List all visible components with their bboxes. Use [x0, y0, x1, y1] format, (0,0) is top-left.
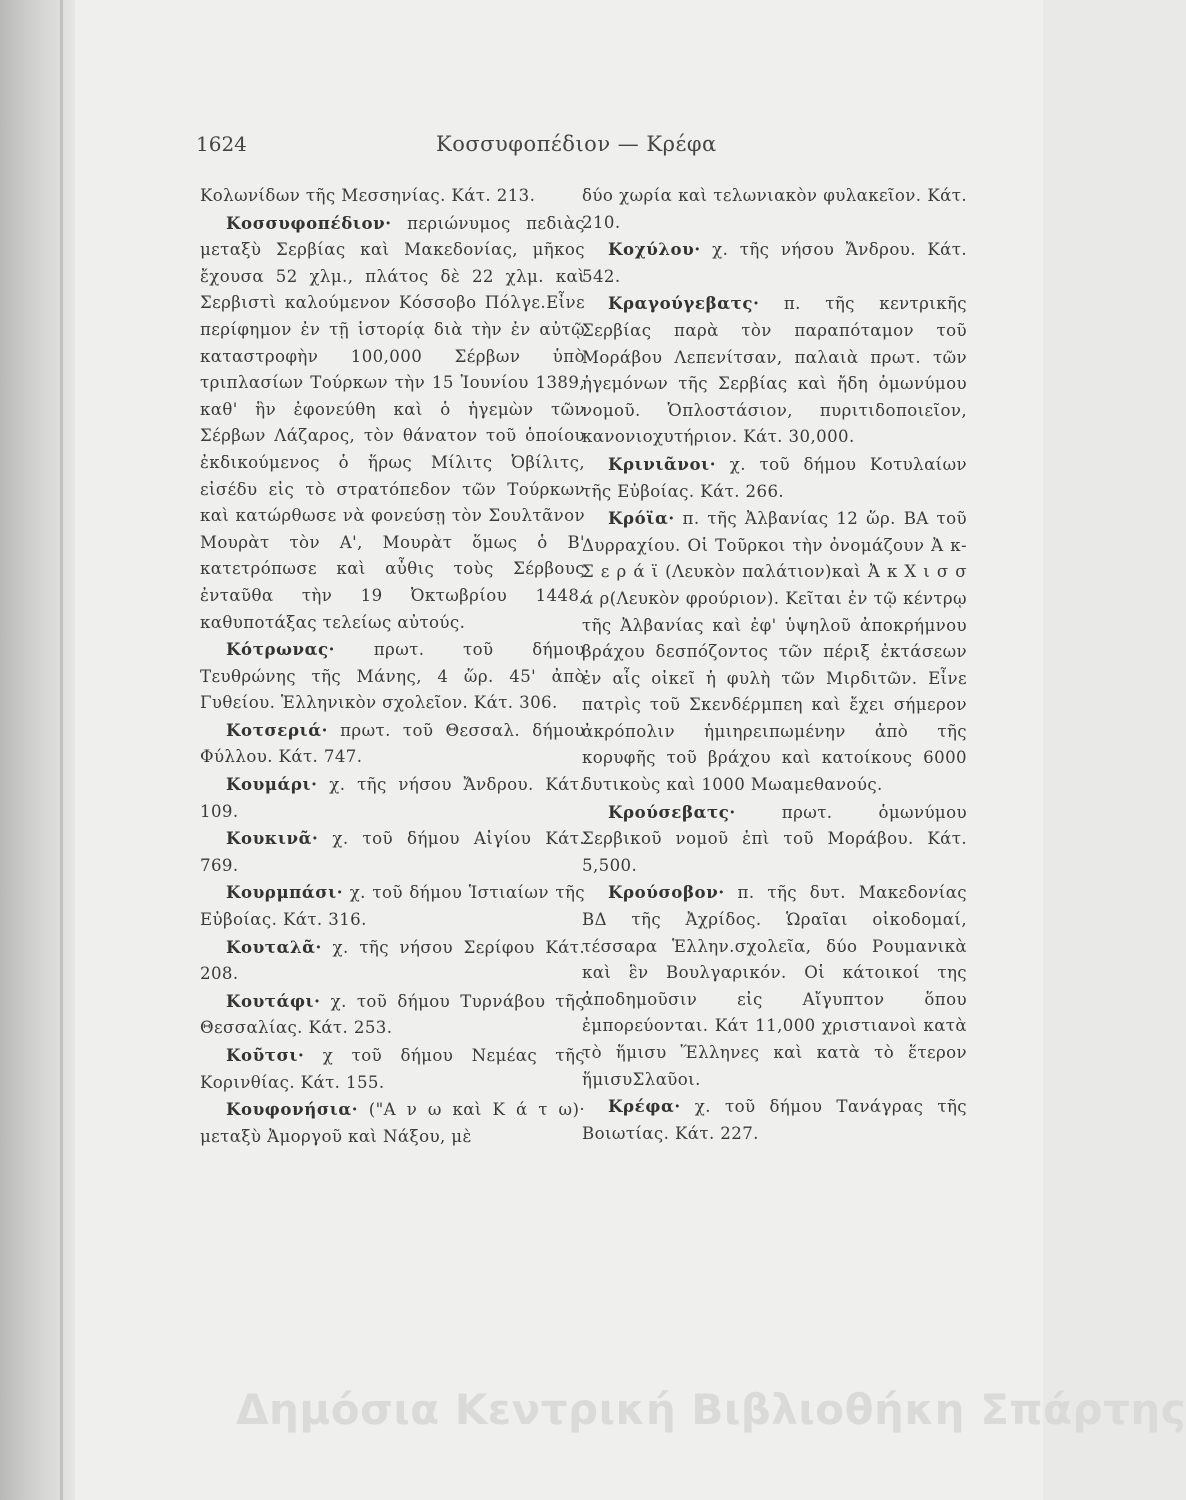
binding-shadow	[0, 0, 75, 1500]
entry-term: Κοῦτσι·	[226, 1045, 305, 1065]
gutter-line	[60, 0, 63, 1500]
entry	[200, 934, 585, 988]
entry	[582, 1093, 967, 1147]
entry-term: Κουκινᾶ·	[226, 828, 319, 849]
entry	[582, 799, 967, 880]
entry	[200, 717, 585, 771]
entry-term: Κοτσεριά·	[226, 719, 328, 740]
entry	[582, 879, 967, 1093]
library-watermark: Δημόσια Κεντρική Βιβλιοθήκη Σπάρτης	[236, 1385, 1186, 1434]
entry-term: Κρούσεβατς·	[608, 801, 736, 822]
entry	[200, 182, 585, 210]
entry-term: Κουταλᾶ·	[226, 936, 322, 957]
entry-term: Κραγούγεβατς·	[608, 293, 760, 314]
entry-term: Κότρωνας·	[226, 639, 336, 660]
entry-text: χ. τῆς νήσου Σερίφου Κάτ. 208.	[200, 937, 585, 984]
left-column	[200, 182, 585, 1150]
entry-text: χ. τῆς νήσου Ἄνδρου. Κάτ. 109.	[200, 775, 585, 821]
running-head: Κοσσυφοπέδιον — Κρέφα	[436, 132, 717, 156]
entry-text: π. τῆς κεντρικῆς Σερβίας παρὰ τὸν παραπόταμον τοῦ Μοράβου Λεπενίτσαν, παλαιὰ πρωτ. τῶν ἡγεμόνων τῆς Σερβίας καὶ ἤδη ὁμωνύμου νομοῦ. Ὁπλοστάσιον, πυριτιδοποιεῖον, κανονιοχυτήριον. Κάτ. 30,000.	[582, 294, 967, 447]
entry-term: Κουφονήσια·	[226, 1099, 359, 1120]
entry-term: Κοσσυφοπέδιον·	[226, 212, 392, 233]
entry	[200, 825, 585, 879]
entry-text: Κολωνίδων τῆς Μεσσηνίας. Κάτ. 213.	[200, 186, 536, 205]
entry-text: χ. τῆς νήσου Ἄνδρου. Κάτ. 542.	[582, 240, 967, 286]
entry-text: δύο χωρία καὶ τελωνιακὸν φυλακεῖον. Κάτ. 210.	[582, 186, 967, 232]
entry	[582, 505, 967, 799]
entry-text: χ. τοῦ δήμου Τυρνάβου τῆς Θεσσαλίας. Κάτ. 253.	[200, 991, 585, 1038]
entry-text: πρωτ. τοῦ Θεσσαλ. δήμου Φύλλου. Κάτ. 747.	[200, 720, 585, 767]
page-number: 1624	[196, 132, 247, 156]
entry-text: χ. τοῦ δήμου Αἰγίου Κάτ. 769.	[200, 829, 585, 875]
entry-text: π. τῆς Ἀλβανίας 12 ὥρ. ΒΑ τοῦ Δυρραχίου. Οἱ Τοῦρκοι τὴν ὀνομάζουν Ἀ κ-Σ ε ρ ά ϊ (Λευκὸν παλάτιον)καὶ Ἀ κ Χ ι σ σ ά ρ(Λευκὸν φρούριον). Κεῖται ἐν τῷ κέντρῳ τῆς Ἀλβανίας καὶ ἐφ' ὑψηλοῦ ἀποκρήμνου βράχου δεσπόζοντος τῶν πέριξ ἐκτάσεων ἐν αἷς οἰκεῖ ἡ φυλὴ τῶν Μιρδιτῶν. Εἶνε πατρὶς τοῦ Σκενδέρμπεη καὶ ἔχει σήμερον ἀκρόπολιν ἡμιηρειπωμένην ἀπὸ τῆς κορυφῆς τοῦ βράχου καὶ κατοίκους 6000 δυτικοὺς καὶ 1000 Μωαμεθανούς.	[582, 509, 967, 795]
entry-text: πρωτ. ὁμωνύμου Σερβικοῦ νομοῦ ἐπὶ τοῦ Μοράβου. Κάτ. 5,500.	[582, 802, 967, 875]
entry-term: Κουρμπάσι·	[226, 882, 344, 903]
entry-term: Κουτάφι·	[226, 990, 321, 1011]
entry-text: π. τῆς δυτ. Μακεδονίας ΒΔ τῆς Ἀχρίδος. Ὡραῖαι οἰκοδομαί, τέσσαρα Ἑλλην.σχολεῖα, δύο Ρουμανικὰ καὶ ἓν Βουλγαρικόν. Οἱ κάτοικοί της ἀποδημοῦσιν εἰς Αἴγυπτον ὅπου ἐμπορεύονται. Κάτ 11,000 χριστιανοὶ κατὰ τὸ ἥμισυ Ἕλληνες καὶ κατὰ τὸ ἕτερον ἥμισυΣλαῦοι.	[582, 883, 967, 1089]
entry	[200, 988, 585, 1042]
entry-text: χ. τοῦ δήμου Τανάγρας τῆς Βοιωτίας. Κάτ. 227.	[582, 1097, 967, 1143]
entry-term: Κρέφα·	[608, 1096, 681, 1117]
entry	[200, 879, 585, 933]
entry-term: Κρινιᾶνοι·	[608, 453, 717, 474]
entry-term: Κοχύλου·	[608, 239, 701, 260]
entry-text: χ τοῦ δήμου Νεμέας τῆς Κορινθίας. Κάτ. 155.	[200, 1046, 585, 1092]
entry-text: χ. τοῦ δήμου Ἱστιαίων τῆς Εὐβοίας. Κάτ. 316.	[200, 883, 585, 930]
entry	[582, 290, 967, 451]
entry	[582, 451, 967, 505]
entry-text: περιώνυμος πεδιὰς μεταξὺ Σερβίας καὶ Μακεδονίας, μῆκος ἔχουσα 52 χλμ., πλάτος δὲ 22 χλμ. καὶ Σερβιστὶ καλούμενον Κόσσοβο Πόλγε.Εἶνε περίφημον ἐν τῇ ἱστορίᾳ διὰ τὴν ἐν αὐτῷ καταστροφὴν 100,000 Σέρβων ὑπὸ τριπλασίων Τούρκων τὴν 15 Ἰουνίου 1389, καθ' ἣν ἐφονεύθη καὶ ὁ ἡγεμὼν τῶν Σέρβων Λάζαρος, τὸν θάνατον τοῦ ὁποίου ἐκδικούμενος ὁ ἥρως Μίλιτς Ὀβίλιτς, εἰσέδυ εἰς τὸ στρατόπεδον τῶν Τούρκων καὶ κατώρθωσε νὰ φονεύσῃ τὸν Σουλτᾶνον Μουρὰτ τὸν Α', Μουρὰτ ὅμως ὁ Β' κατετρόπωσε καὶ αὖθις τοὺς Σέρβους ἐνταῦθα τὴν 19 Ὀκτωβρίου 1448, καθυποτάξας τελείως αὐτούς.	[200, 213, 585, 632]
entry	[200, 636, 585, 717]
page-header	[196, 132, 966, 164]
entry	[582, 182, 967, 236]
entry	[200, 771, 585, 825]
entry-term: Κρόϊα·	[608, 508, 675, 529]
entry	[200, 1096, 585, 1150]
right-column	[582, 182, 967, 1147]
entry-term: Κουμάρι·	[226, 774, 318, 795]
entry	[200, 210, 585, 637]
entry-term: Κρούσοβον·	[608, 882, 725, 903]
entry	[200, 1042, 585, 1096]
entry	[582, 236, 967, 290]
entry-text: χ. τοῦ δήμου Κοτυλαίων τῆς Εὐβοίας. Κάτ. 266.	[582, 454, 967, 501]
entry-text: ("Α ν ω καὶ Κ ά τ ω)· μεταξὺ Ἀμοργοῦ καὶ Νάξου, μὲ	[200, 1100, 585, 1146]
entry-text: πρωτ. τοῦ δήμου Τευθρώνης τῆς Μάνης, 4 ὥρ. 45' ἀπὸ Γυθείου. Ἑλληνικὸν σχολεῖον. Κάτ. 306.	[200, 640, 585, 713]
